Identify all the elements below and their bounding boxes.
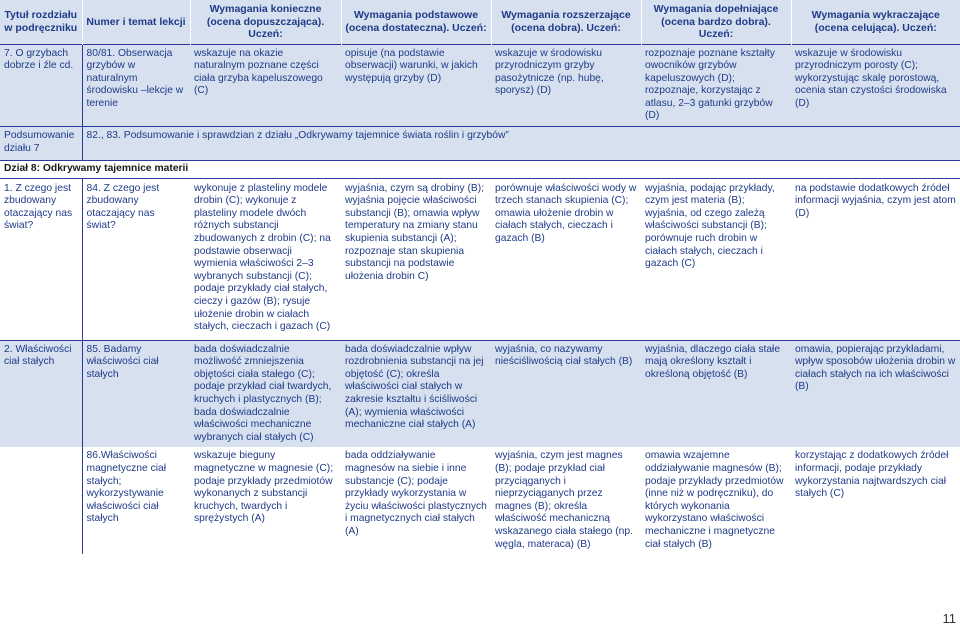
beyond-cell: omawia, popierając przykładami, wpływ sposobów ułożenia drobin w ciałach stałych na ich właściwości (B)	[791, 340, 960, 447]
header-extended-sub: (ocena dobra). Uczeń:	[511, 21, 621, 34]
summary-title-cell: Podsumowanie działu 7	[0, 127, 82, 161]
header-chapter-title: Tytuł rozdziału w podręczniku	[0, 0, 82, 44]
extended-cell: wyjaśnia, co nazywamy nieściśliwością ciał stałych (B)	[491, 340, 641, 447]
header-lesson-number: Numer i temat lekcji	[82, 0, 190, 44]
basic-cell: opisuje (na podstawie obserwacji) warunki, w jakich występują grzyby (D)	[341, 44, 491, 127]
header-required	[190, 0, 341, 44]
required-cell: bada doświadczalnie możliwość zmniejszenia objętości ciała stałego (C); podaje przykład ciał twardych, kruchych i plastycznych (B); bada doświadczalnie właściwości mechaniczne wybranych ciał stałych (C)	[190, 340, 341, 447]
header-row	[0, 0, 960, 44]
header-complementary	[641, 0, 791, 44]
extended-cell: porównuje właściwości wody w trzech stanach skupienia (C); omawia ułożenie drobin w ciałach stałych, cieczach i gazach (B)	[495, 182, 637, 245]
required-cell: wskazuje na okazie naturalnym poznane części ciała grzyba kapeluszowego (C)	[190, 44, 341, 127]
header-basic-title: Wymagania podstawowe	[353, 9, 479, 22]
header-basic	[341, 0, 491, 44]
chapter-title-cell: 1. Z czego jest zbudowany otaczający nas świat?	[4, 182, 73, 232]
complementary-cell: wyjaśnia, podając przykłady, czym jest materia (B); wyjaśnia, od czego zależą właściwości substancji (B); porównuje ruch drobin w ciałach stałych, cieczach i gazach (C)	[645, 182, 775, 270]
header-required-title: Wymagania konieczne	[209, 3, 322, 15]
chapter-title-cell: 2. Właściwości ciał stałych	[0, 340, 82, 447]
complementary-cell: rozpoznaje poznane kształty owocników grzybów kapeluszowych (D); rozpoznaje, korzystając z atlasu, 2–3 gatunki grzybów (D)	[641, 44, 791, 127]
lesson-cell: 86.Właściwości magnetyczne ciał stałych; wykorzystywanie właściwości ciał stałych	[82, 447, 190, 554]
lesson-cell: 80/81. Obserwacja grzybów w naturalnym środowisku –lekcje w terenie	[82, 44, 190, 127]
section-row	[0, 161, 960, 179]
required-cell: wskazuje bieguny magnetyczne w magnesie (C); podaje przykłady przedmiotów wykonanych z substancji kruchych, twardych i sprężystych (A)	[194, 450, 334, 525]
beyond-cell: na podstawie dodatkowych źródeł informacji wyjaśnia, czym jest atom (D)	[795, 182, 956, 219]
chapter-title-cell: 7. O grzybach dobrze i źle cd.	[0, 44, 82, 127]
lesson-cell: 85. Badamy właściwości ciał stałych	[82, 340, 190, 447]
table-row	[0, 178, 960, 340]
complementary-cell: wyjaśnia, dlaczego ciała stałe mają określony kształt i określoną objętość (B)	[641, 340, 791, 447]
beyond-cell: wskazuje w środowisku przyrodniczym porosty (C); wykorzystując skalę porostową, ocenia stan czystości środowiska (D)	[791, 44, 960, 127]
basic-cell: bada doświadczalnie wpływ rozdrobnienia substancji na jej objętość (C); określa właściwości ciał stałych w zakresie kształtu i ściśliwości (A); wymienia właściwości mechaniczne ciał stałych (A)	[341, 340, 491, 447]
extended-cell: wyjaśnia, czym jest magnes (B); podaje przykład ciał przyciąganych i nieprzyciąganych przez magnes (B); określa właściwość mechaniczną wskazanego ciała stałego (np. węgla, materaca) (B)	[495, 450, 633, 550]
header-complementary-sub: (ocena bardzo dobra). Uczeń:	[661, 15, 771, 40]
required-cell: wykonuje z plasteliny modele drobin (C); wykonuje z plasteliny modele dwóch różnych substancji zbudowanych z drobin (C); na podstawie obserwacji wymienia właściwości 2–3 wybranych substancji (C); podaje przykłady ciał stałych, cieczy i gazów (B); rysuje ułożenie drobin w ciałach stałych, cieczach i gazach (C)	[194, 182, 331, 333]
chapter-title-cell	[0, 447, 82, 554]
complementary-cell: omawia wzajemne oddziaływanie magnesów (B); podaje przykłady przedmiotów (inne niż w podręczniku), do których wykonania wykorzystano właściwości mechaniczne i magnetyczne ciał stałych (B)	[645, 450, 784, 550]
lesson-cell: 84. Z czego jest zbudowany otaczający nas świat?	[82, 178, 190, 340]
header-required-sub: (ocena dopuszczająca). Uczeń:	[206, 15, 325, 40]
header-beyond	[791, 0, 960, 44]
extended-cell: wskazuje w środowisku przyrodniczym grzyby pasożytnicze (np. hubę, sporysz) (D)	[491, 44, 641, 127]
header-extended-title: Wymagania rozszerzające	[501, 9, 631, 22]
basic-cell: bada oddziaływanie magnesów na siebie i inne substancje (C); podaje przykłady wykorzystania w życiu właściwości plastycznych i magnetycznych ciał stałych (A)	[345, 450, 487, 537]
header-basic-sub: (ocena dostateczna). Uczeń:	[345, 21, 487, 34]
beyond-cell: korzystając z dodatkowych źródeł informacji, podaje przykłady wykorzystania najtwardszych ciał stałych (C)	[795, 450, 949, 500]
page-number: 11	[942, 611, 956, 626]
header-extended	[491, 0, 641, 44]
table-row	[0, 340, 960, 447]
section-title: Dział 8: Odkrywamy tajemnice materii	[0, 161, 960, 179]
header-beyond-sub: (ocena celująca). Uczeń:	[814, 21, 937, 34]
summary-text-cell: 82., 83. Podsumowanie i sprawdzian z działu „Odkrywamy tajemnice świata roślin i grzybów”	[82, 127, 960, 161]
header-complementary-title: Wymagania dopełniające	[653, 3, 779, 15]
table-row	[0, 44, 960, 127]
basic-cell: wyjaśnia, czym są drobiny (B); wyjaśnia pojęcie właściwości substancji (B); omawia wpływ temperatury na zmiany stanu skupienia substancji (A); rozpoznaje stan skupienia substancji na podstawie ułożenia drobin C)	[345, 182, 485, 282]
table-row	[0, 127, 960, 161]
table-row	[0, 447, 960, 554]
header-beyond-title: Wymagania wykraczające	[811, 9, 940, 22]
